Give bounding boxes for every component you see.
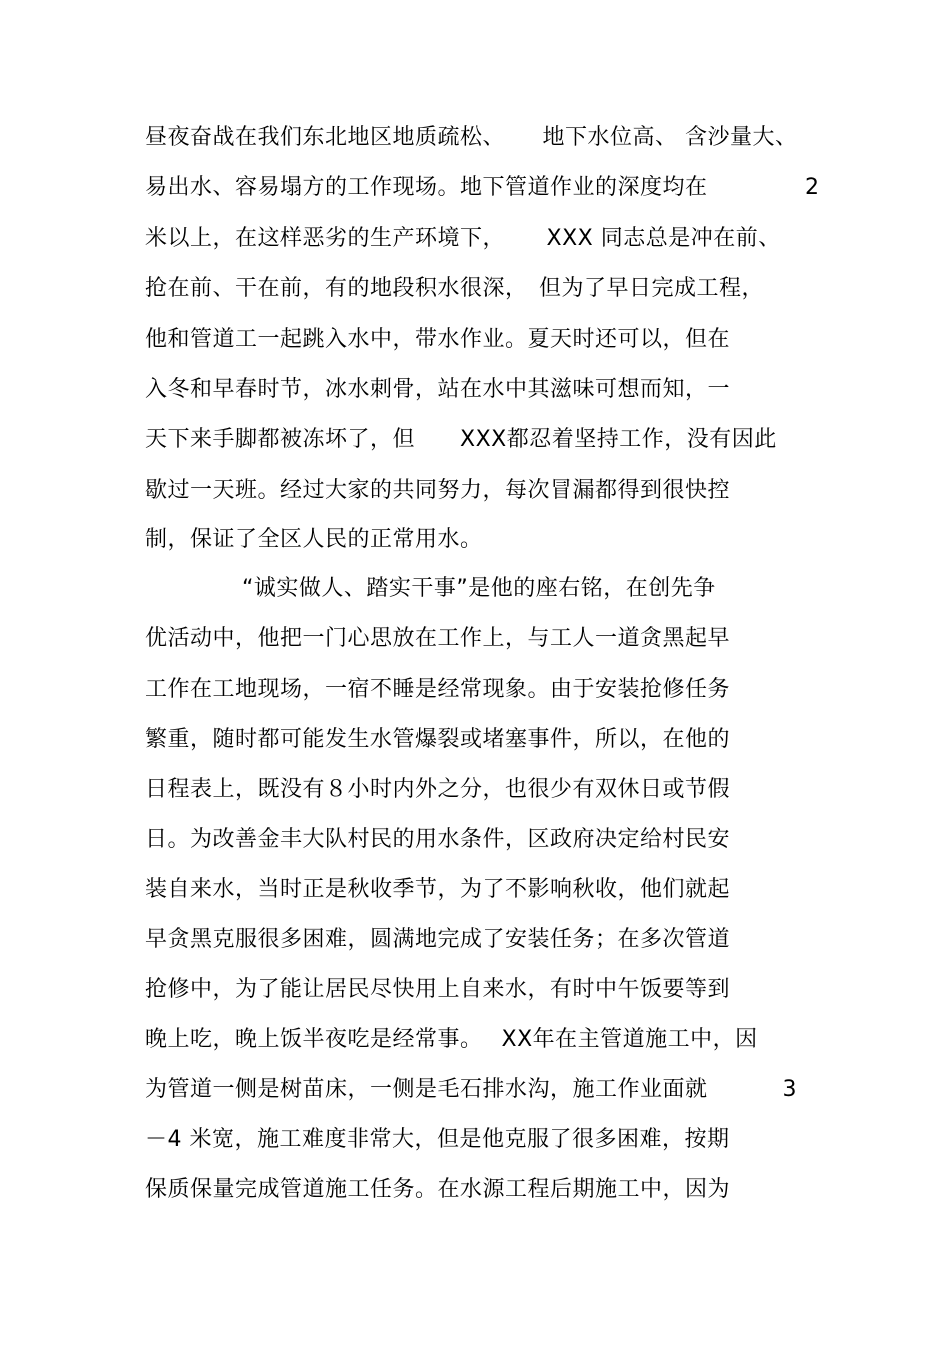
paragraph-start-line: “诚实做人、踏实干事”是他的座右铭，在创先争: [242, 576, 716, 601]
text-line-1: 昼夜奋战在我们东北地区地质疏松、 地下水位高、 含沙量大、: [145, 125, 798, 150]
text-line-14: 日程表上，既没有８小时内外之分，也很少有双休日或节假: [145, 777, 731, 802]
text-line-19: 晚上吃，晚上饭半夜吃是经常事。 XX年在主管道施工中，因: [145, 1027, 758, 1052]
text-line-8: 歇过一天班。经过大家的共同努力，每次冒漏都得到很快控: [145, 478, 731, 503]
text-line-11: 优活动中，他把一门心思放在工作上，与工人一道贪黑起早: [145, 626, 731, 651]
text-line-20: 为管道一侧是树苗床，一侧是毛石排水沟，施工作业面就 3: [145, 1077, 797, 1102]
text-line-4: 抢在前、干在前，有的地段积水很深， 但为了早日完成工程，: [145, 276, 765, 301]
text-line-12: 工作在工地现场，一宿不睡是经常现象。由于安装抢修任务: [145, 677, 731, 702]
text-line-3: 米以上，在这样恶劣的生产环境下， XXX 同志总是冲在前、: [145, 226, 781, 251]
text-line-15: 日。为改善金丰大队村民的用水条件，区政府决定给村民安: [145, 827, 731, 852]
text-line-9: 制，保证了全区人民的正常用水。: [145, 527, 483, 552]
text-line-16: 装自来水，当时正是秋收季节，为了不影响秋收，他们就起: [145, 877, 731, 902]
text-line-2: 易出水、容易塌方的工作现场。地下管道作业的深度均在 2: [145, 175, 820, 200]
text-line-21: －4 米宽，施工难度非常大，但是他克服了很多困难，按期: [145, 1127, 730, 1152]
text-line-5: 他和管道工一起跳入水中，带水作业。夏天时还可以，但在: [145, 327, 731, 352]
text-line-13: 繁重，随时都可能发生水管爆裂或堵塞事件，所以，在他的: [145, 727, 731, 752]
text-line-17: 早贪黑克服很多困难，圆满地完成了安装任务；在多次管道: [145, 927, 731, 952]
text-line-7: 天下来手脚都被冻坏了，但 XXX都忍着坚持工作，没有因此: [145, 427, 777, 452]
text-line-6: 入冬和早春时节，冰水刺骨，站在水中其滋味可想而知，一: [145, 377, 731, 402]
text-line-18: 抢修中，为了能让居民尽快用上自来水，有时中午饭要等到: [145, 977, 731, 1002]
text-line-22: 保质保量完成管道施工任务。在水源工程后期施工中，因为: [145, 1177, 731, 1202]
